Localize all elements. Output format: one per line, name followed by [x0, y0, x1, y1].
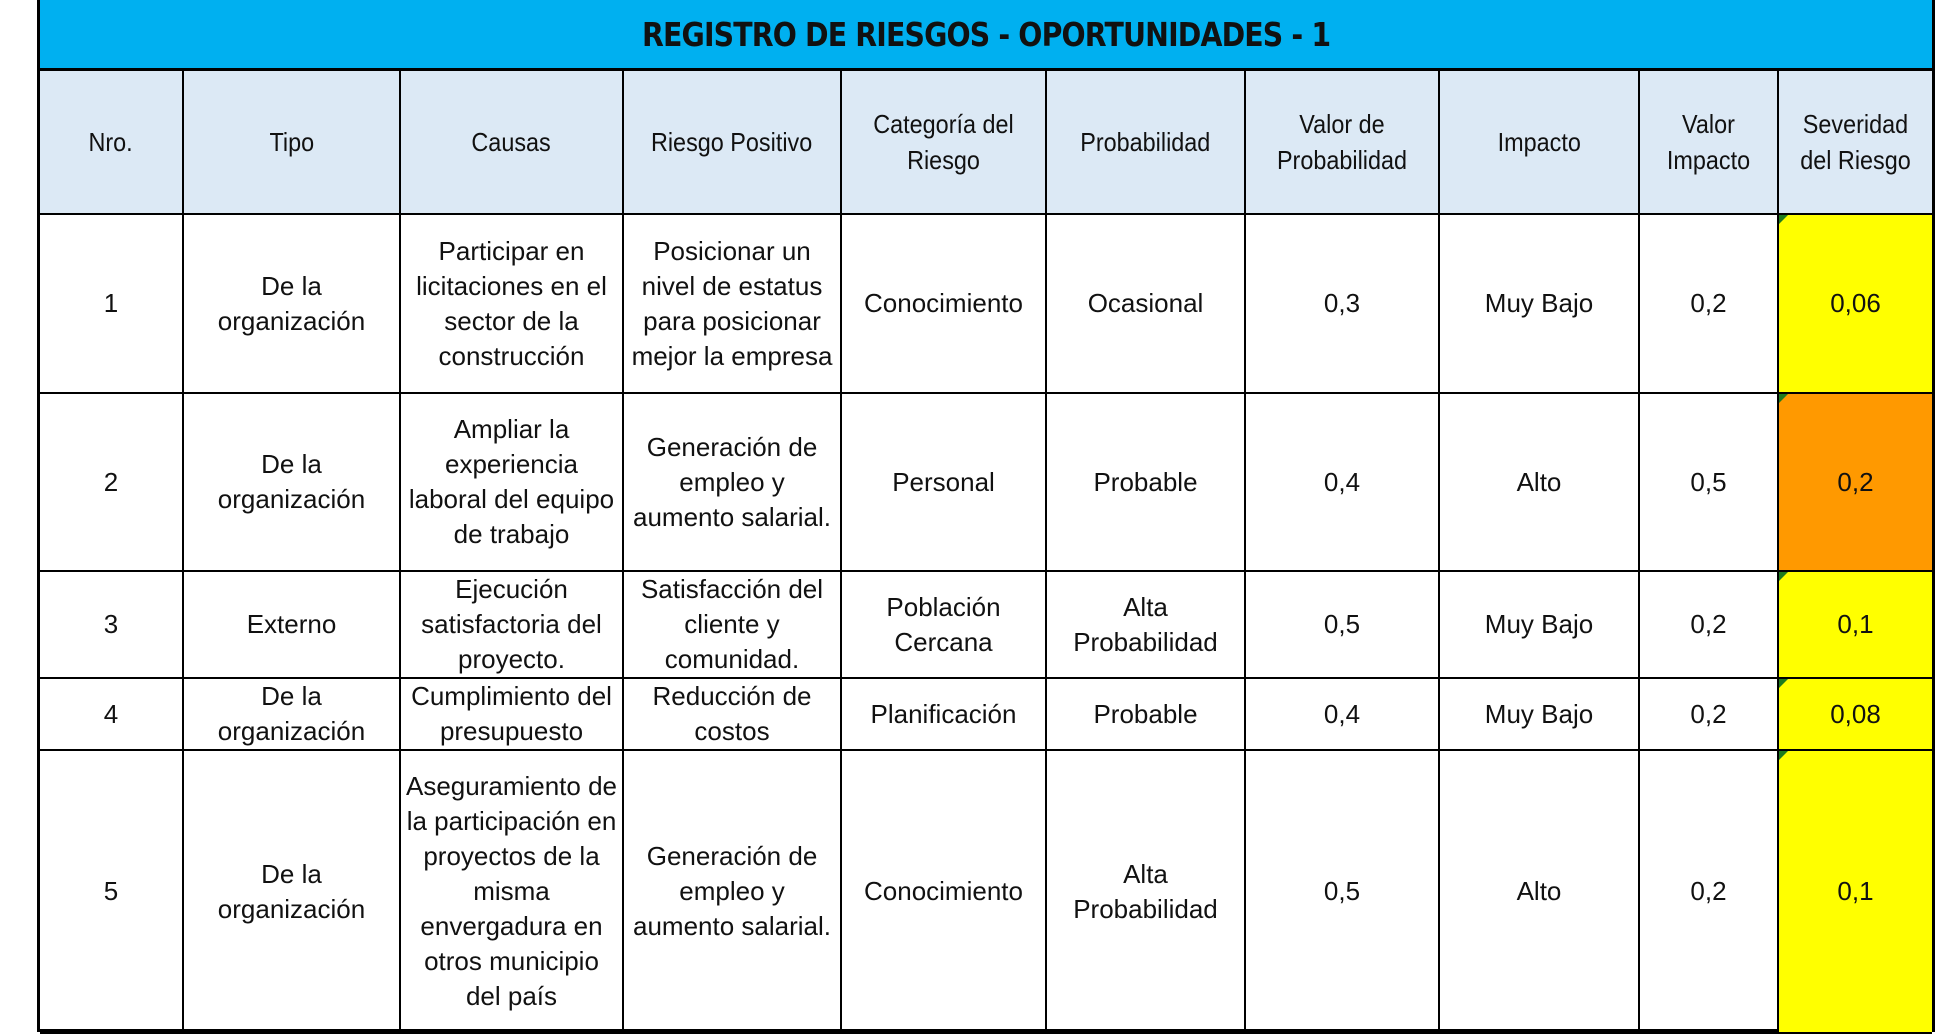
cell-impacto[interactable]: Alto — [1439, 750, 1639, 1033]
severidad-value: 0,06 — [1830, 288, 1881, 318]
cell-valor-impacto[interactable]: 0,2 — [1639, 750, 1778, 1033]
cell-valor-impacto[interactable]: 0,2 — [1639, 571, 1778, 678]
table-row — [40, 214, 1932, 393]
header-severidad[interactable]: Severidad del Riesgo — [1778, 71, 1932, 214]
comment-marker-icon — [1779, 215, 1788, 224]
severidad-value: 0,1 — [1837, 876, 1874, 906]
header-riesgo-positivo[interactable]: Riesgo Positivo — [623, 71, 841, 214]
cell-tipo[interactable]: De la organización — [183, 393, 400, 571]
cell-valor-impacto[interactable]: 0,2 — [1639, 678, 1778, 750]
cell-impacto[interactable]: Alto — [1439, 393, 1639, 571]
table-row — [40, 571, 1932, 678]
title-bar — [40, 0, 1932, 71]
cell-categoria[interactable]: Conocimiento — [841, 750, 1046, 1033]
cell-nro[interactable]: 2 — [40, 393, 183, 571]
cell-nro[interactable]: 1 — [40, 214, 183, 393]
header-valor-probabilidad[interactable]: Valor de Probabilidad — [1245, 71, 1439, 214]
cell-severidad[interactable] — [1778, 678, 1932, 750]
cell-probabilidad[interactable]: Probable — [1046, 678, 1245, 750]
cell-severidad[interactable] — [1778, 214, 1932, 393]
cell-valor-probabilidad[interactable]: 0,5 — [1245, 571, 1439, 678]
cell-nro[interactable]: 5 — [40, 750, 183, 1033]
cell-valor-probabilidad[interactable]: 0,5 — [1245, 750, 1439, 1033]
sheet-title: REGISTRO DE RIESGOS - OPORTUNIDADES - 1 — [641, 14, 1331, 54]
cell-riesgo-positivo[interactable]: Reducción de costos — [623, 678, 841, 750]
cell-causas[interactable]: Cumplimiento del presupuesto — [400, 678, 623, 750]
table-row — [40, 750, 1932, 1033]
cell-nro[interactable]: 4 — [40, 678, 183, 750]
header-tipo[interactable]: Tipo — [183, 71, 400, 214]
cell-riesgo-positivo[interactable]: Satisfacción del cliente y comunidad. — [623, 571, 841, 678]
cell-riesgo-positivo[interactable]: Generación de empleo y aumento salarial. — [623, 750, 841, 1033]
header-probabilidad[interactable]: Probabilidad — [1046, 71, 1245, 214]
comment-marker-icon — [1779, 751, 1788, 760]
risk-table — [40, 71, 1932, 1034]
cell-valor-impacto[interactable]: 0,2 — [1639, 214, 1778, 393]
comment-marker-icon — [1779, 679, 1788, 688]
table-row — [40, 678, 1932, 750]
cell-probabilidad[interactable]: Probable — [1046, 393, 1245, 571]
header-causas[interactable]: Causas — [400, 71, 623, 214]
cell-valor-impacto[interactable]: 0,5 — [1639, 393, 1778, 571]
comment-marker-icon — [1779, 572, 1788, 581]
cell-severidad[interactable] — [1778, 750, 1932, 1033]
cell-valor-probabilidad[interactable]: 0,3 — [1245, 214, 1439, 393]
cell-impacto[interactable]: Muy Bajo — [1439, 571, 1639, 678]
cell-probabilidad[interactable]: Ocasional — [1046, 214, 1245, 393]
cell-categoria[interactable]: Conocimiento — [841, 214, 1046, 393]
cell-riesgo-positivo[interactable]: Generación de empleo y aumento salarial. — [623, 393, 841, 571]
header-row — [40, 71, 1932, 214]
header-categoria[interactable]: Categoría del Riesgo — [841, 71, 1046, 214]
severidad-value: 0,2 — [1837, 466, 1874, 497]
cell-tipo[interactable]: Externo — [183, 571, 400, 678]
header-impacto[interactable]: Impacto — [1439, 71, 1639, 214]
cell-tipo[interactable]: De la organización — [183, 678, 400, 750]
severidad-value: 0,1 — [1837, 609, 1874, 639]
cell-nro[interactable]: 3 — [40, 571, 183, 678]
cell-impacto[interactable]: Muy Bajo — [1439, 678, 1639, 750]
severidad-value: 0,08 — [1830, 698, 1881, 729]
cell-riesgo-positivo[interactable]: Posicionar un nivel de estatus para posicionar mejor la empresa — [623, 214, 841, 393]
cell-causas[interactable]: Participar en licitaciones en el sector de la construcción — [400, 214, 623, 393]
cell-probabilidad[interactable]: Alta Probabilidad — [1046, 571, 1245, 678]
cell-categoria[interactable]: Planificación — [841, 678, 1046, 750]
cell-tipo[interactable]: De la organización — [183, 750, 400, 1033]
cell-probabilidad[interactable]: Alta Probabilidad — [1046, 750, 1245, 1033]
cell-causas[interactable]: Ampliar la experiencia laboral del equipo de trabajo — [400, 393, 623, 571]
cell-valor-probabilidad[interactable]: 0,4 — [1245, 678, 1439, 750]
cell-categoria[interactable]: Personal — [841, 393, 1046, 571]
cell-tipo[interactable]: De la organización — [183, 214, 400, 393]
cell-causas[interactable]: Ejecución satisfactoria del proyecto. — [400, 571, 623, 678]
header-nro[interactable]: Nro. — [40, 71, 183, 214]
table-row — [40, 393, 1932, 571]
cell-severidad[interactable] — [1778, 393, 1932, 571]
risk-register-sheet — [37, 0, 1935, 1032]
cell-categoria[interactable]: Población Cercana — [841, 571, 1046, 678]
cell-valor-probabilidad[interactable]: 0,4 — [1245, 393, 1439, 571]
cell-severidad[interactable] — [1778, 571, 1932, 678]
header-valor-impacto[interactable]: Valor Impacto — [1639, 71, 1778, 214]
comment-marker-icon — [1779, 394, 1788, 403]
cell-impacto[interactable]: Muy Bajo — [1439, 214, 1639, 393]
cell-causas[interactable]: Aseguramiento de la participación en proyectos de la misma envergadura en otros municipio del país — [400, 750, 623, 1033]
